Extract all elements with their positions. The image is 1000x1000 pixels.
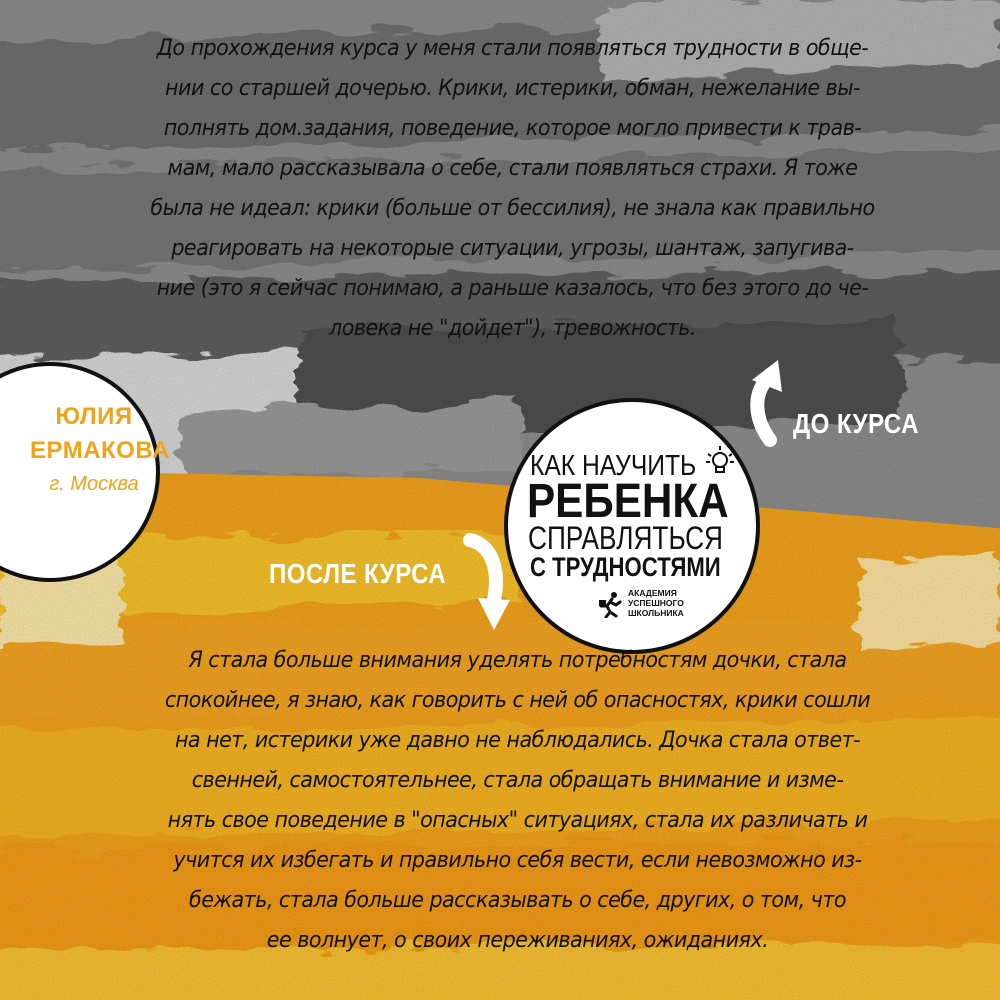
text-line: бежать, стала больше рассказывать о себе, других, о том, что bbox=[189, 887, 846, 913]
academy-line: УСПЕШНОГО bbox=[628, 598, 684, 608]
text-line: свенней, самостоятельнее, стала обращать внимание и изме- bbox=[191, 767, 844, 793]
logo-line-3: СПРАВЛЯТЬСЯ bbox=[528, 520, 724, 556]
text-line: на нет, истерики уже давно не наблюдались. Дочка стала ответ- bbox=[174, 727, 861, 753]
before-course-label: ДО КУРСА bbox=[793, 408, 919, 439]
text-line: реагировать на некоторые ситуации, угрозы, шантаж, запугива- bbox=[171, 235, 854, 261]
text-line: спокойнее, я знаю, как говорить с ней об опасностях, крики сошли bbox=[164, 687, 871, 713]
logo-line-4: С ТРУДНОСТЯМИ bbox=[530, 552, 721, 582]
academy-name bbox=[628, 588, 684, 618]
logo-line-2: РЕБЕНКА bbox=[527, 475, 729, 528]
text-line: ее волнует, о своих переживаниях, ожиданиях. bbox=[266, 927, 769, 953]
academy-line: ШКОЛЬНИКА bbox=[628, 608, 684, 618]
after-course-text bbox=[78, 640, 957, 960]
text-line: ловека не "дойдет"), тревожность. bbox=[329, 315, 696, 341]
text-line: До прохождения курса у меня стали появляться трудности в обще- bbox=[156, 35, 869, 61]
text-line: нии со старшей дочерью. Крики, истерики, обман, нежелание вы- bbox=[165, 75, 860, 101]
before-course-text bbox=[78, 28, 947, 348]
text-line: ние (это я сейчас понимаю, а раньше казалось, что без этого до че- bbox=[156, 275, 869, 301]
lightbulb-icon bbox=[704, 444, 736, 478]
course-logo bbox=[504, 398, 760, 654]
text-line: нять свое поведение в "опасных" ситуациях, стала их различать и bbox=[167, 807, 868, 833]
author-first-name: ЮЛИЯ bbox=[55, 403, 133, 430]
author-city: г. Москва bbox=[49, 473, 139, 495]
author-info bbox=[30, 400, 170, 500]
author-last-name: ЕРМАКОВА bbox=[30, 437, 170, 464]
logo-line-1: КАК НАУЧИТЬ bbox=[530, 450, 697, 482]
text-line: учится их избегать и правильно себя вести, если невозможно из- bbox=[173, 847, 862, 873]
runner-icon bbox=[596, 590, 624, 618]
text-line: Я стала больше внимания уделять потребностям дочки, стала bbox=[188, 647, 847, 673]
text-line: полнять дом.задания, поведение, которое могло привести к трав- bbox=[163, 115, 862, 141]
after-course-label: ПОСЛЕ КУРСА bbox=[269, 558, 447, 589]
academy-line: АКАДЕМИЯ bbox=[628, 588, 677, 598]
text-line: была не идеал: крики (больше от бессилия), не знала как правильно bbox=[150, 195, 875, 221]
text-line: мам, мало рассказывала о себе, стали появляться страхи. Я тоже bbox=[167, 155, 858, 181]
